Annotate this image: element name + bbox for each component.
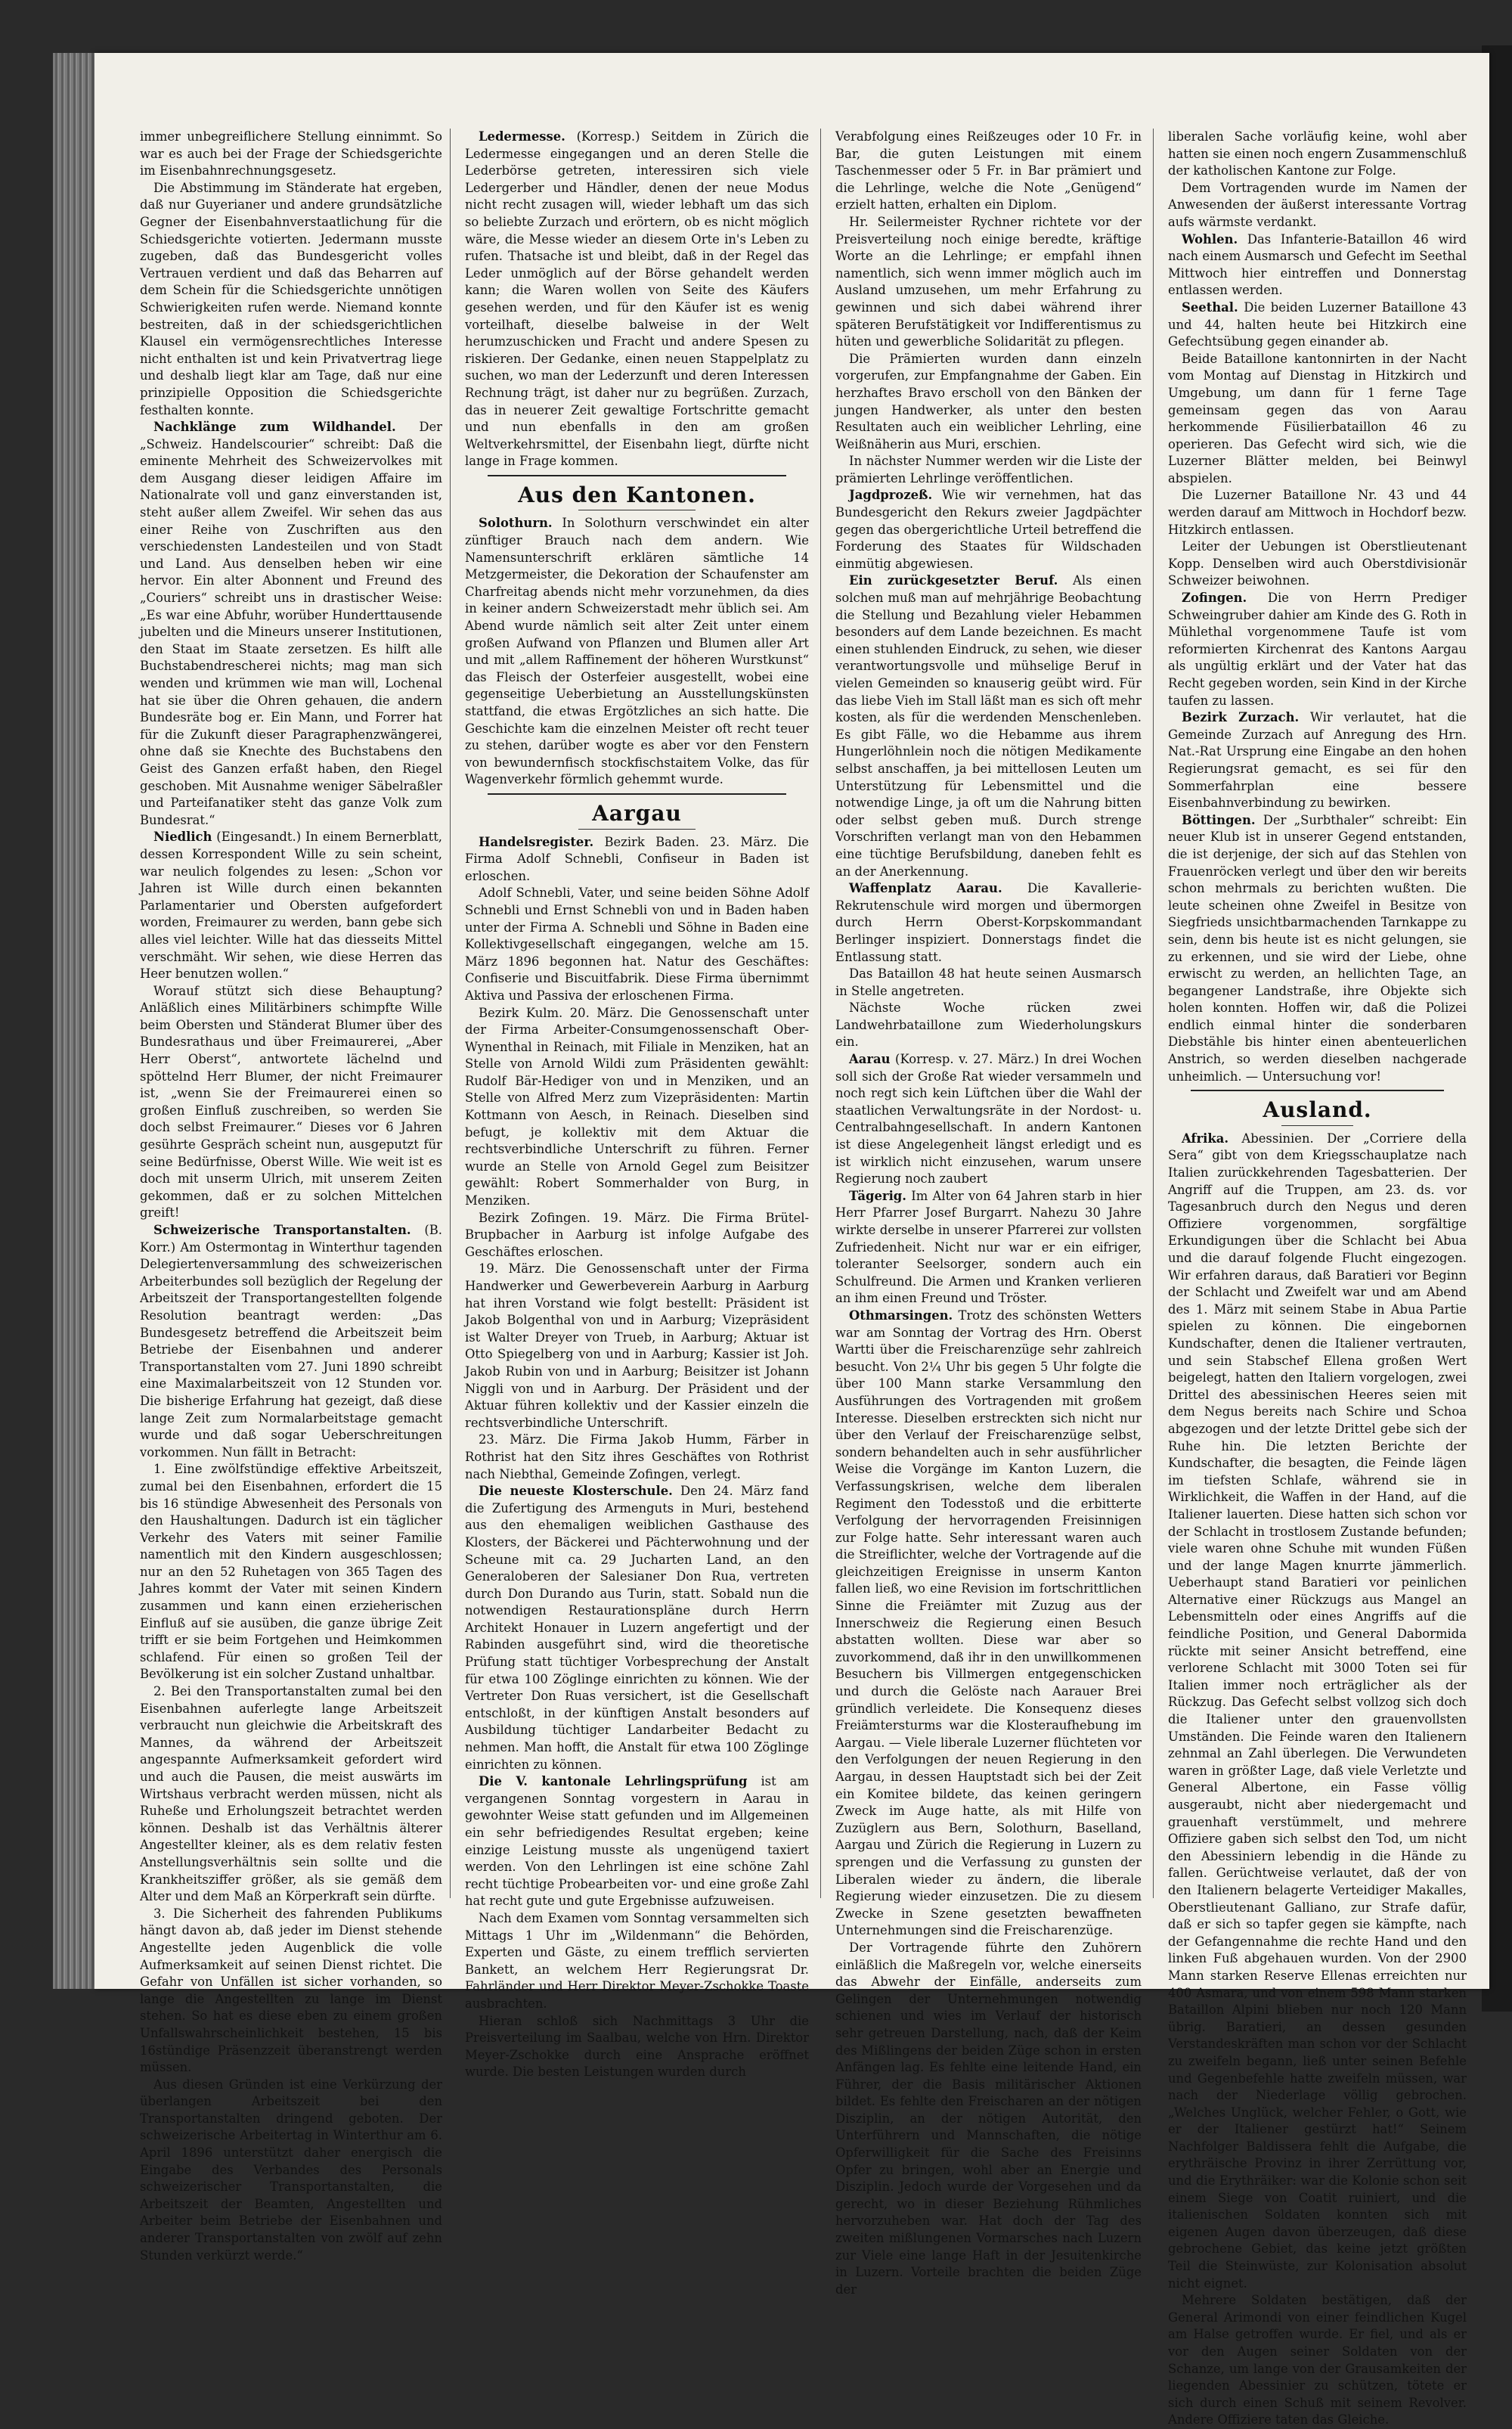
article-text: Trotz des schönsten Wetters war am Sonntag der Vortrag des Hrn. Oberst Wartti über die Freischarenzüge sehr zahlreich besucht. Von 2¼ Uhr bis gegen 5 Uhr folgte die über 100 Mann starke Versammlung den Ausführungen des Vortragenden mit großem Interesse. Dieselben erstreckten sich nicht nur über den Verlauf der Freischarenzüge selbst, sondern behandelten auch in sehr ausführlicher Weise die Vorgänge im Kanton Luzern, die Verfassungskrisen, welche dem liberalen Regiment den Todesstoß und die erbitterte Verfolgung der hervorragenden Freisinnigen zur Folge hatte. Sehr interessant waren auch die Streiflichter, welche der Vortragende auf die gleichzeitigen Ereignisse in unserm Kanton fallen ließ, wo eine Revision im fortschrittlichen Sinne die Freiämter mit Zuzug aus der Innerschweiz die Regierung einen Besuch abstatten wollten. Diese war aber so zuvorkommend, daß ihr in den unwillkommenen Besuchern bis Villmergen entgegenschicken und durch die Gelöste nach Aarauer Brei gründlich verleidete. Die Konsequenz dieses Freiämtersturms war die Klosteraufhebung im Aargau. — Viele liberale Luzerner flüchteten vor den Verfolgungen der neuen Regierung in den Aargau, in dessen Hauptstadt sich bei der Zeit ein Komitee bildete, das keinen geringern Zweck im Auge hatte, als mit Hilfe von Zuzüglern aus Bern, Solothurn, Baselland, Aargau und Zürich die Regierung in Luzern zu sprengen und die Verfassung zu gunsten der Liberalen wieder zu ändern, die liberale Regierung wieder einzusetzen. Die zu diesem Zwecke in Szene gesetzten bewaffneten Unternehmungen sind die Freischarenzüge. (835, 1308, 1142, 1938)
section-rule (488, 793, 786, 795)
paragraph (140, 419, 442, 829)
article-text: Die beiden Luzerner Bataillone 43 und 44, halten heute bei Hitzkirch eine Gefechtsübung gegen einander ab. (1168, 299, 1467, 349)
paragraph: liberalen Sache vorläufig keine, wohl aber hatten sie einen noch engern Zusammenschluß der katholischen Kantone zur Folge. (1168, 129, 1467, 178)
paragraph: Hr. Seilermeister Rychner richtete vor der Preisverteilung noch einige beredte, kräftige Worte an die Lehrlinge; er empfahl ihnen namentlich, sich wenn immer möglich auch im Ausland umzusehen, um mehr Erfahrung zu gewinnen und sich dabei während ihrer späteren Berufstätigkeit vor Indifferentismus zu hüten und gewerbliche Solidarität zu pflegen. (835, 214, 1142, 349)
section-rule (488, 475, 786, 476)
column-3 (835, 129, 1142, 2297)
article-text: ist am vergangenen Sonntag vorgestern in Aarau in gewohnter Weise statt gefunden und im Allgemeinen ein sehr befriedigendes Resultat ergeben; keine einzige Leistung musste als ungenügend taxiert werden. Von den Lehrlingen ist eine schöne Zahl recht tüchtige Probearbeiten vor- und eine große Zahl hat recht gute und gute Ergebnisse aufzuweisen. (465, 1774, 809, 1909)
paragraph (1168, 299, 1467, 351)
paragraph: Leiter der Uebungen ist Oberstlieutenant Kopp. Denselben wird auch Oberstdivisionär Schweizer beiwohnen. (1168, 539, 1467, 588)
paragraph: Hieran schloß sich Nachmittags 3 Uhr die Preisverteilung im Saalbau, welche von Hrn. Direktor Meyer-Zschokke durch eine Ansprache eröffnet wurde. Die besten Leistungen wurden durch (465, 2013, 809, 2080)
paragraph (835, 880, 1142, 966)
article-text: (Eingesandt.) In einem Bernerblatt, dessen Korrespondent Wille zu sein scheint, war neulich folgendes zu lesen: „Schon vor Jahren ist Wille durch einen bekannten Parlamentarier und Obersten aufgefordert worden, Freimaurer zu werden, bann gebe sich alles viel leichter. Wille hat das diesseits Mittel verschmäht. Wir sehen, wie diese Herren das Heer benutzen wollen.“ (140, 830, 442, 982)
article-heading: Seethal. (1182, 299, 1238, 315)
article-text: (Korresp.) Seitdem in Zürich die Ledermesse eingegangen und an deren Stelle die Lederbörse getreten, interessiren sich viele Ledergerber und Händler, denen der neue Modus nicht recht zusagen will, wieder lebhaft um das sich so beliebte Zurzach und erörtern, ob es nicht möglich wäre, die Messe wieder an diesem Orte in's Leben zu rufen. Thatsache ist und bleibt, daß in der Regel das Leder unmöglich auf der Börse gehandelt werden kann; die Waren wollen von Seite des Käufers gesehen werden, und für den Käufer ist es wenig vorteilhaft, dieselbe balweise in der Welt herumzuschicken und Fracht und andere Spesen zu riskieren. Der Gedanke, einen neuen Stappelplatz zu suchen, wo man der Lederzunft und deren Interessen Rechnung trägt, ist daher nur zu begrüßen. Zurzach, das in neuerer Zeit gewaltige Fortschritte gemacht und nun ebenfalls in den am großen Weltverkehrsmittel, der Eisenbahn liegt, dürfte nicht lange in Frage kommen. (465, 129, 809, 469)
paragraph: 3. Die Sicherheit des fahrenden Publikums hängt davon ab, daß jeder im Dienst stehende Angestellte jeden Augenblick die volle Aufmerksamkeit auf seinen Dienst richtet. Die Gefahr von Unfällen ist sicher vorhanden, so lange die Angestellten zu lange im Dienst stehen. So hat es diese eben zu einem großen Unfallswahrscheinlichkeit bestehen, 15 bis 16stündige Präsenzzeit überanstrengt werden müssen. (140, 1906, 442, 2075)
paragraph: Die Prämierten wurden dann einzeln vorgerufen, zur Empfangnahme der Gaben. Ein herzhaftes Bravo erscholl von den Bänken der jungen Handwerker, als unter den besten Resultaten auch ein weiblicher Lehrling, eine Weißnäherin aus Muri, erschien. (835, 351, 1142, 451)
paragraph (465, 1483, 809, 1773)
paragraph (140, 829, 442, 982)
article-heading: Othmarsingen. (849, 1308, 953, 1323)
article-heading: Jagdprozeß. (849, 488, 933, 503)
article-text: Der „Surbthaler“ schreibt: Ein neuer Klub ist in unserer Gegend entstanden, die ist derjenige, der sich auf das Stehlen von Frauenröcken verlegt und über den wir bereits schon mehrmals zu berichten wußten. Die leute scheinen ohne Zweifel in Besitze von Siegfrieds unsichtbarmachenden Tarnkappe zu sein, denn bis heute ist es nicht gelungen, sie zu erkennen, und sie wird der Liebe, ohne erwischt zu werden, an hellichten Tage, an begangener Landstraße, ihre Objekte sich holen konnten. Hoffen wir, daß die Polizei endlich einmal hinter die sonderbaren Diebstähle bis hinter einen abenteuerlichen Anstrich, so werden dieselben nachgerade unheimlich. — Untersuchung vor! (1168, 812, 1467, 1084)
paragraph (835, 487, 1142, 572)
article-heading: Bezirk Zurzach. (1182, 710, 1300, 725)
section-heading-ausland: Ausland. (1263, 1097, 1372, 1123)
paragraph: Das Bataillon 48 hat heute seinen Ausmarsch in Stelle angetreten. (835, 966, 1142, 998)
article-text: Die von Herrn Prediger Schweingruber dahier am Kinde des G. Roth in Mühlethal vorgenommene Taufe ist vom reformierten Kirchenrat des Kantons Aargau als ungültig erklärt und der Vater hat das Recht gegeben worden, sein Kind in der Kirche taufen zu lassen. (1168, 591, 1467, 708)
article-heading: Ledermesse. (479, 129, 565, 144)
article-heading: Niedlich (153, 830, 212, 845)
article-heading: Nachklänge zum Wildhandel. (153, 420, 396, 435)
article-text: Bezirk Baden. 23. März. Die Firma Adolf Schnebli, Confiseur in Baden ist erloschen. (465, 834, 809, 883)
article-text: (B. Korr.) Am Ostermontag in Winterthur tagenden Delegiertenversammlung des schweizerischen Arbeiterbundes soll bezüglich der Regelung der Arbeitszeit der Transportangestellten folgende Resolution beantragt werden: „Das Bundesgesetz betreffend die Arbeitszeit beim Betriebe der Eisenbahnen und anderer Transportanstalten vom 27. Juni 1890 schreibt eine Maximalarbeitszeit von 12 Stunden vor. Die bisherige Erfahrung hat gezeigt, daß diese lange Zeit zum Normalarbeitstage gemacht wurde und daß sogar Ueberschreitungen vorkommen. Nun fällt in Betracht: (140, 1223, 442, 1460)
section-heading-kantonen: Aus den Kantonen. (518, 482, 756, 507)
section-heading-aargau: Aargau (592, 800, 682, 826)
paragraph: Die Luzerner Bataillone Nr. 43 und 44 werden darauf am Mittwoch in Hochdorf bezw. Hitzkirch entlassen. (1168, 488, 1467, 537)
paragraph: 19. März. Die Genossenschaft unter der Firma Handwerker und Gewerbeverein Aarburg in Aarburg hat ihren Vorstand wie folgt bestellt: Präsident ist Jakob Bolgenthal von und in Aarburg; Vizepräsident ist Walter Dreyer von Trueb, in Aarburg; Aktuar ist Otto Spiegelberg von und in Aarburg; Kassier ist Joh. Jakob Rubin von und in Aarburg; Beisitzer ist Johann Niggli von und in Aarburg. Der Präsident und der Aktuar führen kollektiv und der Kassier einzeln die rechtsverbindliche Unterschrift. (465, 1261, 809, 1430)
paragraph (1168, 1131, 1467, 2292)
paragraph (465, 1773, 809, 1910)
paragraph: Bezirk Kulm. 20. März. Die Genossenschaft unter der Firma Arbeiter-Consumgenossenschaft Ober-Wynenthal in Reinach, mit Filiale in Menziken, hat an Stelle von Arnold Wildi zum Präsidenten gewählt: Rudolf Bär-Hediger von und in Menziken, und an Stelle von Alfred Merz zum Vizepräsidenten: Martin Kottmann von Aesch, in Reinach. Dieselben sind befugt, je kollektiv mit dem Aktuar die rechtsverbindliche Unterschrift zu führen. Ferner wurde an Stelle von Arnold Gegel zum Beisitzer gewählt: Robert Sommerhalder von Burg, in Menziken. (465, 1005, 809, 1208)
article-text: In Solothurn verschwindet ein alter zünftiger Brauch nach dem andern. Wie Namensunterschrift erklären sämtliche 14 Metzgermeister, die Dekoration der Schaufenster am Charfreitag abends nicht mehr vorzunehmen, da dies in keiner andern Schweizerstadt mehr üblich sei. Am Abend wurde nämlich seit alter Zeit unter einem großen Aufwand von Pflanzen und Blumen aller Art und mit „allem Raffinement der höheren Wurstkunst“ das Fleisch der Osterfeier ausgestellt, wobei eine gegenseitige Ueberbietung an Ausstellungskünsten stattfand, die etwas Ergötzliches an sich hatte. Die Geschichte kam die einzelnen Meister oft recht teuer zu stehen, darüber wogte es aber vor den Fenstern von bewundernfisch stockfischstaitem Volke, das für Wagenverkehr förmlich gehemmt wurde. (465, 516, 809, 787)
article-heading: Waffenplatz Aarau. (849, 881, 1002, 896)
paragraph: Die Abstimmung im Ständerate hat ergeben, daß nur Guyerianer und andere grundsätzliche Gegner der Eisenbahnverstaatlichung für die Schiedsgerichte votierten. Jedermann musste zugeben, daß das Bundesgericht volles Vertrauen verdient und daß das Beharren auf dem Schein für die Schiedsgerichte unnötigen Schwierigkeiten rufen werde. Niemand konnte bestreiten, daß in der schiedsgerichtlichen Klausel ein vermögensrechtliches Interesse nicht enthalten ist und kein Privatvertrag liege und deshalb liegt klar am Tage, daß nur eine prinzipielle Opposition die Schiedsgerichte festhalten konnte. (140, 180, 442, 417)
article-text: Wie wir vernehmen, hat das Bundesgericht den Rekurs zweier Jagdpächter gegen das obergerichtliche Urteil betreffend die Forderung des Staates für Wildschaden einmütig abgewiesen. (835, 488, 1142, 571)
paragraph (835, 1051, 1142, 1188)
section-rule (1281, 1125, 1353, 1126)
article-text: Abessinien. Der „Corriere della Sera“ gibt von dem Kriegsschauplatze nach Italien zurückkehrenden Tagesbatterien. Der Angriff auf die Truppen, am 23. ds. vor Tagesanbruch durch den Negus und deren Offiziere vorgenommen, sorgfältige Erkundigungen über die Schlacht bei Abua und die darauf folgende Flucht eingezogen. Wir erfahren daraus, daß Baratieri vor Beginn der Schlacht und Zweifelt war und am Abend des 1. März mit seinem Stabe in Abua Partie spielen zu können. Die eingebornen Kundschafter, denen die Italiener vertrauten, und sein Stabschef Ellena großen Wert beigelegt, hatten den Italiern vorgelogen, zwei Drittel des abessinischen Heeres seien mit dem Negus bereits nach Schire und Schoa abgezogen und der letzte Drittel gebe sich der Ruhe hin. Die letzten Berichte der Kundschafter, die besagten, die Feinde lägen im tiefsten Schlafe, während sie in Wirklichkeit, die Waffen in der Hand, auf die Italiener lauerten. Diese hatten sich schon vor der Schlacht in trostlosem Zustande befunden; viele waren ohne Schuhe mit wunden Füßen und der lange Magen knurrte jämmerlich. Ueberhaupt stand Baratieri vor peinlichen Alternative einer Rückzugs aus Mangel an Lebensmitteln oder eines Angriffs auf die feindliche Position, und General Dabormida rückte mit seiner Ansicht betreffend, eine verlorene Schlacht mit 3000 Toten sei für Italien immer noch erträglicher als der Rückzug. Das Gefecht selbst vollzog sich doch die Italiener unter den grauenvollsten Umständen. Die Feinde waren den Italienern zehnmal an Zahl überlegen. Die Verwundeten waren in größter Lage, daß viele Verletzte und General Albertone, ein Fasse völlig ausgeraubt, nicht aber niedergemacht und grauenhaft verstümmelt, und mehrere Offiziere gaben sich selbst den Tod, um nicht den Abessiniern lebendig in die Hände zu fallen. Gerüchtweise verlautet, daß der von den Italienern belagerte Verteidiger Makalles, Oberstlieutenant Galliano, zur Strafe dafür, daß er sich so tapfer gegen sie kämpfte, nach der Gefangennahme die rechte Hand und den linken Fuß abgehauen wurden. Von der 2900 Mann starken Reserve Ellenas erreichten nur 400 Asmara, und von einem 598 Mann starken Bataillon Alpini blieben nur noch 120 Mann übrig. Baratieri, an dessen gesunden Verstandeskräften man schon vor der Schlacht zu zweifeln begann, ließ unter seinen Befehle und Gegenbefehle hatte zweifeln müssen, war nach der Niederlage völlig gebrochen. „Welches Unglück, welcher Fehler, o Gott, wie er der Italiener gestürzt hat!“ Seinem Nachfolger Baldissera fehlt die Aufgabe, die erythräische Provinz in ihrer Zerrüttung vor, und die Erythräiker: war die Kolonie schon seit einem Siege von Coatit ruiniert, und die italienischen Soldaten konnten sich mit eigenen Augen davon überzeugen, daß diese gebrochene Gebiet, das keine jetzt größten Teil die Steinwüste, zur Kolonisation absolut nicht eignet. (1168, 1131, 1467, 2291)
paragraph: immer unbegreiflichere Stellung einnimmt. So war es auch bei der Frage der Schiedsgerichte im Eisenbahnrechnungsgesetz. (140, 129, 442, 178)
article-text: (Korresp. v. 27. März.) In drei Wochen soll sich der Große Rat wieder versammeln und noch regt sich kein Lüftchen über die Wahl der staatlichen Verwaltungsräte in der Nordost- u. Centralbahngesellschaft. In andern Kantonen ist diese Angelegenheit längst erledigt und es ist wirklich nicht einzusehen, warum unsere Regierung noch zaubert (835, 1052, 1142, 1187)
article-heading: Zofingen. (1182, 591, 1247, 606)
article-text: Die Kavallerie-Rekrutenschule wird morgen und übermorgen durch Herrn Oberst-Korpskommandant Berlinger inspiziert. Donnerstags findet die Entlassung statt. (835, 881, 1142, 964)
article-heading: Die neueste Klosterschule. (479, 1484, 673, 1499)
article-text: Das Infanterie-Bataillon 46 wird nach einem Ausmarsch und Gefecht im Seethal Mittwoch hier eintreffen und Donnerstag entlassen werden. (1168, 231, 1467, 298)
column-rule (450, 129, 451, 1898)
article-text: Wir verlautet, hat die Gemeinde Zurzach auf Anregung des Hrn. Nat.-Rat Ursprung eine Eingabe an den hohen Regierungsrat gemacht, es sei für den Sommerfahrplan eine bessere Eisenbahnverbindung zu bewirken. (1168, 710, 1467, 811)
paragraph (465, 129, 809, 470)
article-text: Den 24. März fand die Zufertigung des Armenguts in Muri, bestehend aus den ehemaligen weiblichen Gasthause des Klosters, der Bäckerei und Pächterwohnung und der Scheune mit ca. 29 Jucharten Land, an den Generaloberen der Salesianer Don Rua, vertreten durch Don Durando aus Turin, statt. Sobald nun die notwendigen Restaurationspläne durch Herrn Architekt Honauer in Luzern angefertigt und der Rabinden ausgeführt sind, wird die theoretische Prüfung statt tüchtiger Vorbesprechung der Anstalt für etwa 100 Zöglinge einrichten zu können. Wie der Vertreter Don Ruas versichert, ist die Gesellschaft entschloßt, in der künftigen Anstalt besonders auf Ausbildung tüchtiger Landarbeiter Bedacht zu nehmen. Man hofft, die Anstalt für etwa 100 Zöglinge einrichten zu können. (465, 1484, 809, 1772)
paragraph (835, 1308, 1142, 1940)
article-text: Im Alter von 64 Jahren starb in hier Herr Pfarrer Josef Burgarrt. Nahezu 30 Jahre wirkte derselbe in unserer Pfarrerei zur vollsten Zufriedenheit. Nicht nur war er ein eifriger, toleranter Seelsorger, sondern auch ein Schulfreund. Die Armen und Kranken verlieren an ihm einen Freund und Tröster. (835, 1188, 1142, 1306)
paragraph: 2. Bei den Transportanstalten zumal bei den Eisenbahnen auferlegte lange Arbeitszeit verbraucht nun gleichwie die Arbeitskraft des Mannes, da während der Arbeitszeit angespannte Aufmerksamkeit gefordert wird und auch die Pausen, die meist auswärts im Wirtshaus verbracht werden müssen, nicht als Ruheße und Erholungszeit betrachtet werden können. Deshalb ist das Verhältnis älterer Angestellter kleiner, als es dem relativ festen Anstellungsverhältnis sein sollte und die Krankheitsziffer größer, als sie gemäß dem Alter und dem Maß an Körperkraft sein dürfte. (140, 1684, 442, 1904)
paragraph (1168, 231, 1467, 299)
article-text: Der „Schweiz. Handelscourier“ schreibt: Daß die eminente Mehrheit des Schweizervolkes mit dem Ausgang dieser leidigen Affaire im Nationalrate voll und ganz einverstanden ist, steht außer allem Zweifel. Wir sehen das aus einer Reihe von Zuschriften aus den verschiedensten Landesteilen und von Stadt und Land. Aus denselben heben wir eine hervor. Ein alter Abonnent und Freund des „Couriers“ schreibt uns in drastischer Weise: „Es war eine Abfuhr, worüber Hunderttausende jubelten und die Mineurs unserer Institutionen, den Staat im Staate zersetzen. Es hilft alle Buchstabendrescherei nichts; mag man sich wenden und krümmen wie man will, Lochenal hat sie über die Ohren gehauen, die andern Bundesräte bog er. Ein Mann, und Forrer hat für die Zukunft dieser Paragraphenzwängerei, ohne daß sie Knechte des Buchstabens den Geist des Ganzen erfaßt haben, den Riegel geschoben. Mit Ausnahme weniger Säbelraßler und Parteifanatiker steht das ganze Volk zum Bundesrat.“ (140, 420, 442, 827)
article-text: Als einen solchen muß man auf mehrjährige Beobachtung die Stellung und Bezahlung vieler Hebammen besonders auf dem Lande bezeichnen. Es macht einen stuhlenden Eindruck, zu sehen, wie dieser verantwortungsvolle und mühselige Beruf in vielen Gemeinden so knauserig geübt wird. Für das liebe Vieh im Stall läßt man es sich oft mehr kosten, als für die werdenden Menschenleben. Es gibt Fälle, wo die Hebamme aus ihrem Hungerlöhnlein noch die nötigen Medikamente selbst anschaffen, ja bei mittellosen Leuten um Unterstützung für Lebensmittel und die notwendige Linge, ja oft um die Nahrung bitten oder selbst geben muß. Durch strenge Vorschriften verlangt man von den Hebammen eine tüchtige Berufsbildung, daneben fehlt es an der Anerkennung. (835, 573, 1142, 879)
article-heading: Solothurn. (479, 516, 553, 531)
paragraph: In nächster Nummer werden wir die Liste der prämierten Lehrlinge veröffentlichen. (835, 454, 1142, 485)
paragraph: 23. März. Die Firma Jakob Humm, Färber in Rothrist hat den Sitz ihres Geschäftes von Rothrist nach Niebthal, Gemeinde Zofingen, verlegt. (465, 1432, 809, 1481)
paragraph: Bezirk Zofingen. 19. März. Die Firma Brütel-Brupbacher in Aarburg ist infolge Aufgabe des Geschäftes erloschen. (465, 1210, 809, 1259)
page-stack-edge (53, 53, 98, 1989)
paragraph: Dem Vortragenden wurde im Namen der Anwesenden der äußerst interessante Vortrag aufs wärmste verdankt. (1168, 180, 1467, 229)
column-rule (1153, 129, 1154, 1898)
paragraph: Der Vortragende führte den Zuhörern einläßlich die Maßregeln vor, welche einerseits das Abwehr der Einfälle, anderseits zum Gelingen der Unternehmungen notwendig schienen und wies im Verlauf der historisch sehr getreuen Darstellung, nach, daß der Keim des Mißlingens der beiden Züge schon in ersten Anfängen lag. Es fehlte eine leitende Hand, ein Führer, der die Basis militärischer Aktionen bildet. Es fehlte den Freischaren an der nötigen Disziplin, an der nötigen Autorität, den Unterführern und Mannschaften, die nötige Opferwilligkeit für die Sache des Freisinns Opfer zu bringen, wohl aber an Energie und Disziplin. Jedoch wurde der Vorgesehen und da gerecht, wo in dieser Beziehung Rühmliches hervorzuheben war. Hat doch der Tag des zweiten mißlungenen Vormarsches nach Luzern zur Viele eine lange Haft in der Jesuitenkirche in Luzern. Vorteile brachten die beiden Züge der (835, 1940, 1142, 2297)
paragraph: Beide Bataillone kantonnirten in der Nacht vom Montag auf Dienstag in Hitzkirch und Umgebung, um dann für 1 ferne Tage gemeinsam gegen das von Aarau herkommende Füsilierbataillon 46 zu operieren. Das Gefecht wird sich, wie die Luzerner Blätter melden, bei Beinwyl abspielen. (1168, 351, 1467, 485)
paragraph: Adolf Schnebli, Vater, und seine beiden Söhne Adolf Schnebli und Ernst Schnebli von und in Baden haben unter der Firma A. Schnebli und Söhne in Baden eine Kollektivgesellschaft eingegangen, welche am 15. März 1896 begonnen hat. Natur des Geschäftes: Confiserie und Biscuitfabrik. Diese Firma übernimmt Aktiva und Passiva der erloschenen Firma. (465, 886, 809, 1003)
section-rule (1191, 1090, 1444, 1091)
article-heading: Wohlen. (1182, 231, 1238, 247)
paragraph (140, 1222, 442, 1461)
paragraph (1168, 709, 1467, 812)
section-rule (578, 829, 696, 830)
column-2 (465, 129, 809, 2080)
column-rule (820, 129, 821, 1898)
column-4 (1168, 129, 1467, 2427)
paragraph (465, 834, 809, 886)
article-heading: Ein zurückgesetzter Beruf. (849, 573, 1058, 588)
paragraph: 1. Eine zwölfstündige effektive Arbeitszeit, zumal bei den Eisenbahnen, erfordert die 15 bis 16 stündige Abwesenheit des Personals von den Haushaltungen. Dadurch ist ein täglicher Verkehr des Vaters mit seiner Familie namentlich mit den Kindern ausgeschlossen; nur an den 52 Ruhetagen von 365 Tagen des Jahres kommt der Vater mit seinen Kindern zusammen und kann einen erzieherischen Einfluß auf sie ausüben, die ganze übrige Zeit trifft er sie beim Fortgehen und Heimkommen schlafend. Für einen so großen Teil der Bevölkerung ist ein solcher Zustand unhaltbar. (140, 1462, 442, 1682)
paragraph (835, 1188, 1142, 1308)
paragraph: Worauf stützt sich diese Behauptung? Anläßlich eines Militärbiners schimpfte Wille beim Obersten und Ständerat Blumer über des Bundesrathaus und über Freimaurerei, „Aber Herr Oberst“, antwortete lächelnd und spöttelnd Herr Blumer, der nicht Freimaurer ist, „wenn Sie der Freimaurerei einen so großen Einfluß zuschreiben, so werden Sie doch selbst Freimaurer.“ Dieses vor 6 Jahren gesührte Gespräch scheint nun, ausgeputzt für seine Bedürfnisse, Oberst Wille. Wie weit ist es doch mit unserm Ulrich, mit unserem Zeiten gekommen, daß er zu solchen Mittelchen greift! (140, 983, 442, 1221)
article-heading: Tägerig. (849, 1188, 906, 1203)
article-heading: Afrika. (1182, 1131, 1229, 1146)
column-1 (140, 129, 442, 2263)
article-heading: Aarau (849, 1052, 891, 1067)
paragraph (1168, 812, 1467, 1086)
paragraph: Aus diesen Gründen ist eine Verkürzung der überlangen Arbeitszeit bei den Transportanstalten dringend geboten. Der schweizerische Arbeitertag in Winterthur am 6. April 1896 unterstützt daher energisch die Eingabe des Verbandes des Personals schweizerischer Transportanstalten, die Arbeitszeit der Beamten, Angestellten und Arbeiter beim Betriebe der Eisenbahnen und anderer Transportanstalten von zwölf auf zehn Stunden verkürzt werde.“ (140, 2077, 442, 2263)
article-heading: Die V. kantonale Lehrlingsprüfung (479, 1774, 748, 1789)
paragraph: Nächste Woche rücken zwei Landwehrbataillone zum Wiederholungskurs ein. (835, 1000, 1142, 1050)
article-heading: Böttingen. (1182, 812, 1256, 827)
paragraph (465, 515, 809, 789)
paragraph: Mehrere Soldaten bestätigen, daß der General Arimondi von einer feindlichen Kugel am Halse getroffen wurde. Er fiel, und als er vor den Augen seiner Soldaten von der Schanze, um lange von der Grausamkeiten der liegenden Abessinier zu schützen, tötete er sich durch einen Schuß mit seinem Revolver. Andere Offiziere taten das Gleiche. (1168, 2293, 1467, 2427)
paragraph: Verabfolgung eines Reißzeuges oder 10 Fr. in Bar, die guten Leistungen mit einem Taschenmesser oder 5 Fr. in Bar prämiert und die Lehrlinge, welche die Note „Genügend“ erzielt hatten, erhalten ein Diplom. (835, 129, 1142, 212)
newspaper-page (94, 53, 1489, 2427)
paragraph (1168, 590, 1467, 709)
article-heading: Handelsregister. (479, 834, 594, 849)
paragraph: Nach dem Examen vom Sonntag versammelten sich Mittags 1 Uhr im „Wildenmann“ die Behörden, Experten und Gäste, zu einem trefflich servierten Bankett, an welchem Herr Regierungsrat Dr. Fahrländer und Herr Direktor Meyer-Zschokke Toaste ausbrachten. (465, 1910, 809, 2011)
article-heading: Schweizerische Transportanstalten. (153, 1223, 411, 1237)
paragraph (835, 572, 1142, 880)
